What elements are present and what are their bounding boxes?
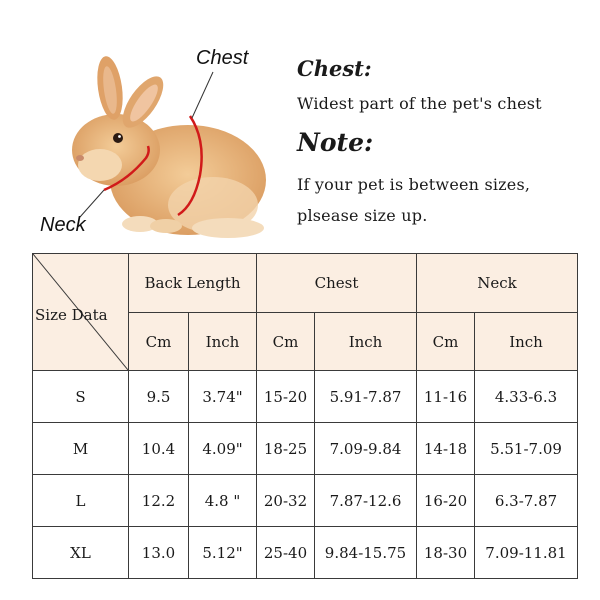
table-cell: 5.12"	[189, 527, 257, 579]
size-data-label: Size Data	[35, 306, 108, 324]
table-cell: 18-30	[417, 527, 475, 579]
table-cell: 7.09-9.84	[315, 423, 417, 475]
table-row	[33, 475, 578, 527]
size-cell: L	[33, 475, 129, 527]
chest-leader-line	[192, 72, 213, 118]
table-cell: 13.0	[129, 527, 189, 579]
back-length-header: Back Length	[129, 254, 257, 313]
table-cell: 18-25	[257, 423, 315, 475]
table-cell: 20-32	[257, 475, 315, 527]
table-cell: 16-20	[417, 475, 475, 527]
table-cell: 12.2	[129, 475, 189, 527]
unit-header: Inch	[475, 313, 578, 371]
neck-header: Neck	[417, 254, 578, 313]
chest-heading: Chest:	[297, 56, 372, 81]
table-row	[33, 423, 578, 475]
table-row	[33, 527, 578, 579]
table-row	[33, 371, 578, 423]
table-cell: 9.84-15.75	[315, 527, 417, 579]
unit-header: Cm	[417, 313, 475, 371]
neck-leader-line	[80, 190, 104, 217]
table-cell: 15-20	[257, 371, 315, 423]
table-cell: 5.91-7.87	[315, 371, 417, 423]
neck-callout-label: Neck	[40, 214, 86, 236]
unit-header: Cm	[257, 313, 315, 371]
size-chart-table	[32, 253, 578, 579]
table-cell: 7.87-12.6	[315, 475, 417, 527]
table-cell: 4.09"	[189, 423, 257, 475]
table-cell: 4.33-6.3	[475, 371, 578, 423]
note-line-2: plsease size up.	[297, 206, 428, 225]
table-cell: 3.74"	[189, 371, 257, 423]
table-cell: 9.5	[129, 371, 189, 423]
table-cell: 5.51-7.09	[475, 423, 578, 475]
table-cell: 6.3-7.87	[475, 475, 578, 527]
size-cell: XL	[33, 527, 129, 579]
table-cell: 4.8 "	[189, 475, 257, 527]
table-cell: 10.4	[129, 423, 189, 475]
unit-header: Inch	[315, 313, 417, 371]
chest-callout-label: Chest	[196, 47, 249, 69]
table-cell: 25-40	[257, 527, 315, 579]
note-heading: Note:	[297, 128, 374, 157]
table-cell: 7.09-11.81	[475, 527, 578, 579]
size-data-corner-cell	[33, 254, 129, 371]
table-cell: 11-16	[417, 371, 475, 423]
table-cell: 14-18	[417, 423, 475, 475]
unit-header: Inch	[189, 313, 257, 371]
rabbit-eye	[113, 133, 123, 143]
chest-header: Chest	[257, 254, 417, 313]
note-line-1: If your pet is between sizes,	[297, 175, 531, 194]
size-cell: M	[33, 423, 129, 475]
size-cell: S	[33, 371, 129, 423]
unit-header: Cm	[129, 313, 189, 371]
chest-description: Widest part of the pet's chest	[297, 94, 542, 113]
